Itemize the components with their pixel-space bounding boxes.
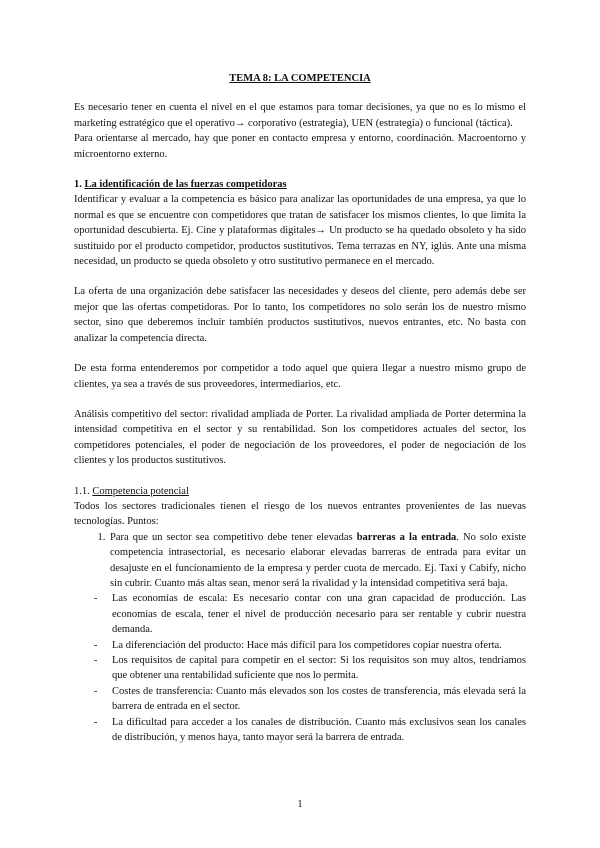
dash-list bbox=[74, 591, 526, 745]
section-1-title: La identificación de las fuerzas competidoras bbox=[84, 179, 287, 191]
section-1-paragraph-2: La oferta de una organización debe satisfacer las necesidades y deseos del cliente, pero además debe ser mejor que las ofertas competidoras. Por lo tanto, los competidores no solo serán los de nuestro mismo sector, sino que deberemos incluir también productos sustitutivos, nuevos entrantes, etc. No basta con analizar la competencia directa. bbox=[74, 286, 526, 344]
dash-list-item-text: Las economías de escala: Es necesario contar con una gran capacidad de producción. Las economías de escala, tener el nivel de producción necesario para ser rentable y cubrir nuestra demanda. bbox=[112, 593, 526, 636]
list-item-1 bbox=[108, 530, 526, 592]
section-1-paragraph-3: De esta forma entenderemos por competidor a todo aquel que quiera llegar a nuestro mismo grupo de clientes, ya sea a través de sus proveedores, intermediarios, etc. bbox=[74, 363, 526, 390]
dash-list-item bbox=[94, 653, 526, 684]
dash-list-item bbox=[94, 715, 526, 746]
page-number: 1 bbox=[297, 799, 303, 810]
dash-list-item bbox=[94, 638, 526, 653]
dash-bullet: - bbox=[94, 716, 98, 728]
list-item-1-text-start: Para que un sector sea competitivo debe tener elevadas bbox=[110, 531, 357, 543]
section-1-1-number: 1.1. bbox=[74, 485, 90, 497]
dash-list-item-text: La dificultad para acceder a los canales de distribución. Cuanto más exclusivos sean los canales de distribución, y menos haya, tanto mayor será la barrera de entrada. bbox=[112, 716, 526, 744]
dash-bullet: - bbox=[94, 639, 98, 651]
section-1-1-heading bbox=[74, 484, 526, 499]
section-1-number: 1. bbox=[74, 179, 82, 191]
list-item-1-text-end: . No solo existe competencia intrasectorial, es necesario elaborar elevadas barreras de entrada para evitar un desajuste en el funcionamiento de la empresa y perder cuota de mercado. Ej. Taxi y Cabify, nicho sin cubrir. Cuanto más altas sean, menor será la rivalidad y la intensidad competitiva será baja. bbox=[110, 531, 527, 589]
dash-bullet: - bbox=[94, 593, 98, 605]
list-item-1-bold-term: barreras a la entrada bbox=[356, 531, 457, 543]
section-1-paragraph-4: Análisis competitivo del sector: rivalidad ampliada de Porter. La rivalidad ampliada de Porter determina la intensidad competitiva en el sector y su rentabilidad. Son los competidores actuales del sector, los competidores potenciales, el poder de negociación de los proveedores, el poder de negociación de los clientes y los productos sustitutivos. bbox=[74, 408, 526, 467]
section-1-1-title: Competencia potencial bbox=[92, 485, 189, 497]
document-title: TEMA 8: LA COMPETENCIA bbox=[229, 73, 371, 84]
dash-list-item-text: Costes de transferencia: Cuanto más elevados son los costes de transferencia, más elevada será la barrera de entrada en el sector. bbox=[112, 685, 526, 713]
intro-paragraph-1: Es necesario tener en cuenta el nivel en el que estamos para tomar decisiones, ya que no es lo mismo el marketing estratégico que el operativo→ corporativo (estrategia), UEN (estrategia) o funcional (táctica). bbox=[74, 102, 526, 129]
dash-list-item-text: Los requisitos de capital para competir en el sector: Si los requisitos son muy altos, tendríamos que obtener una rentabilidad suficiente que nos lo permita. bbox=[112, 655, 526, 682]
page-content bbox=[74, 71, 526, 745]
section-1-paragraph-1: Identificar y evaluar a la competencia es básico para analizar las oportunidades de una empresa, ya que lo normal es que se encuentre con competidores que tratan de satisfacer los mismos clientes, lo que limita la oportunidad descubierta. Ej. Cine y plataformas digitales→ Un producto se ha quedado obsoleto y ha sido sustituido por el producto competidor, productos sustitutivos. Tema terrazas en NY, iglús. Ante una misma necesidad, un producto se queda obsoleto y otro sustitutivo permanece en el mercado. bbox=[74, 194, 526, 268]
dash-list-item bbox=[94, 684, 526, 715]
dash-bullet: - bbox=[94, 655, 98, 666]
dash-list-item-text: La diferenciación del producto: Hace más difícil para los competidores copiar nuestra oferta. bbox=[112, 639, 502, 651]
dash-bullet: - bbox=[94, 685, 98, 697]
numbered-list bbox=[74, 530, 526, 592]
section-1-1-intro: Todos los sectores tradicionales tienen el riesgo de los nuevos entrantes provenientes de las nuevas tecnologías. Puntos: bbox=[74, 500, 526, 528]
intro-paragraph-2: Para orientarse al mercado, hay que poner en contacto empresa y entorno, coordinación. Macroentorno y microentorno externo. bbox=[74, 133, 526, 160]
dash-list-item bbox=[94, 591, 526, 637]
section-1-heading bbox=[74, 177, 526, 192]
